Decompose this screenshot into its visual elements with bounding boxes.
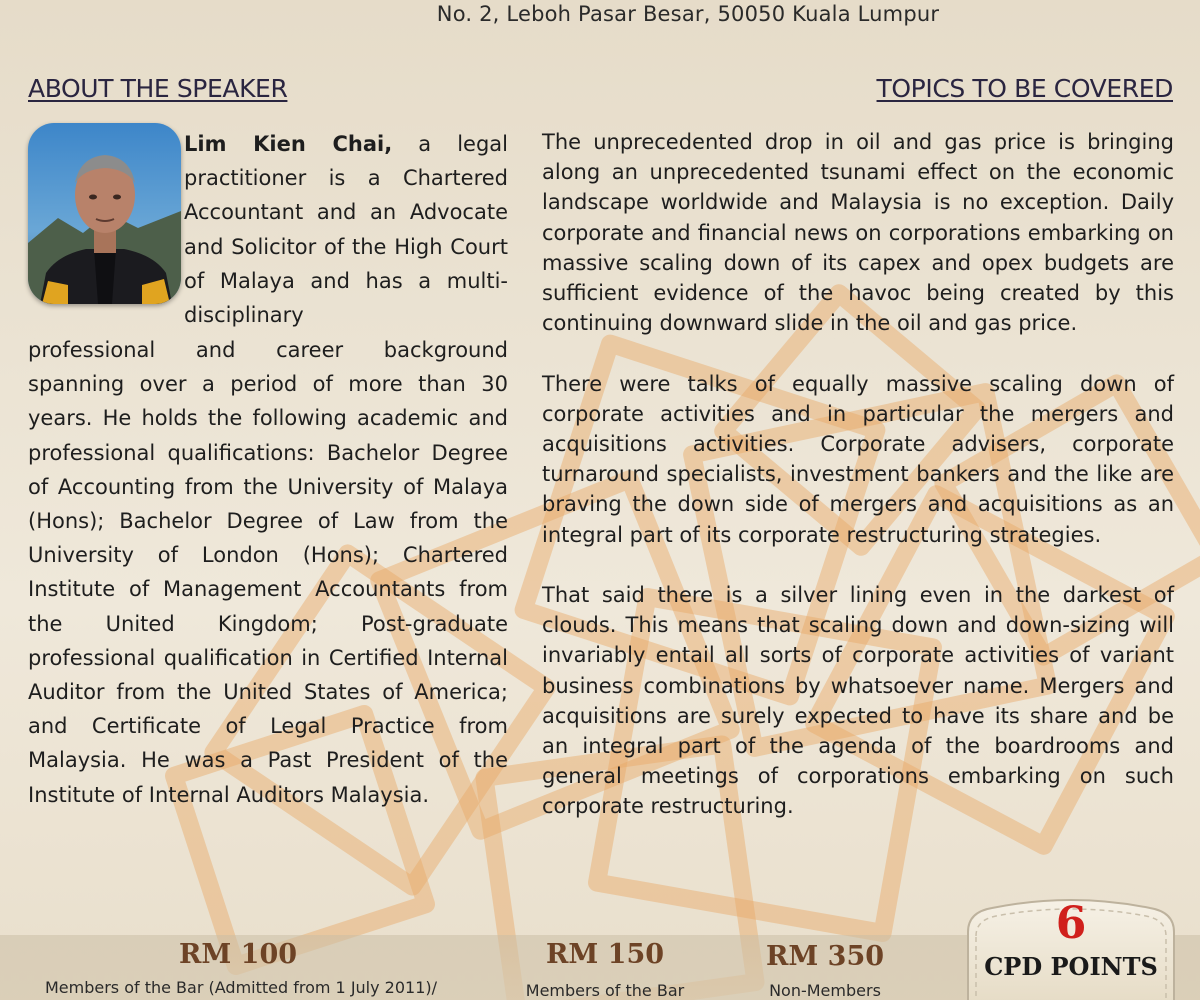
about-speaker-heading: ABOUT THE SPEAKER	[28, 74, 288, 103]
speaker-photo	[28, 123, 181, 304]
cpd-points-number: 6	[1055, 898, 1087, 949]
fee-price: RM 150	[545, 939, 665, 970]
topics-paragraph: The unprecedented drop in oil and gas price is bringing along an unprecedented tsunami effect on the economic landscape worldwide and Malaysia is no exception. Daily corporate and financial news on corporations embarking on massive scaling down of its capex and opex budgets are sufficient evidence of the havoc being created by this continuing downward slide in the oil and gas price.	[542, 130, 1174, 336]
fee-price: RM 100	[178, 939, 298, 970]
topics-paragraph: There were talks of equally massive scaling down of corporate activities and in particular the mergers and acquisitions activities. Corporate advisers, corporate turnaround specialists, investment bankers and the like are braving the down side of mergers and acquisitions as an integral part of its corporate restructuring strategies.	[542, 371, 1174, 547]
speaker-intro-text: a legal practitioner is a Chartered Accountant and an Advocate and Solicitor of the High Court of Malaya and has a multi-disciplinary	[184, 132, 508, 328]
fee-label: Members of the Bar (Admitted from 1 July 2011)/	[44, 978, 438, 997]
speaker-intro	[184, 127, 508, 332]
topics-heading: TOPICS TO BE COVERED	[876, 74, 1173, 103]
cpd-points-label: CPD POINTS	[984, 952, 1158, 981]
topics-content	[542, 127, 1174, 822]
venue-address: No. 2, Leboh Pasar Besar, 50050 Kuala Lumpur	[436, 2, 940, 26]
speaker-bio: professional and career background spanning over a period of more than 30 years. He holds the following academic and professional qualifications: Bachelor Degree of Accounting from the University of Malaya (Hons); Bachelor Degree of Law from the University of London (Hons); Chartered Institute of Management Accountants from the United Kingdom; Post-graduate professional qualification in Certified Internal Auditor from the United States of America; and Certificate of Legal Practice from Malaysia. He was a Past President of the Institute of Internal Auditors Malaysia.	[28, 338, 508, 807]
speaker-name: Lim Kien Chai,	[184, 132, 393, 156]
fee-label: Members of the Bar	[525, 981, 685, 1000]
fee-price: RM 350	[765, 941, 885, 972]
topics-paragraph: That said there is a silver lining even in the darkest of clouds. This means that scaling down and down-sizing will invariably entail all sorts of corporate activities of variant business combinations by whatsoever name. Mergers and acquisitions are surely expected to have its share and be an integral part of the agenda of the boardrooms and general meetings of corporations embarking on such corporate restructuring.	[542, 583, 1174, 819]
fee-label: Non-Members	[769, 981, 881, 1000]
